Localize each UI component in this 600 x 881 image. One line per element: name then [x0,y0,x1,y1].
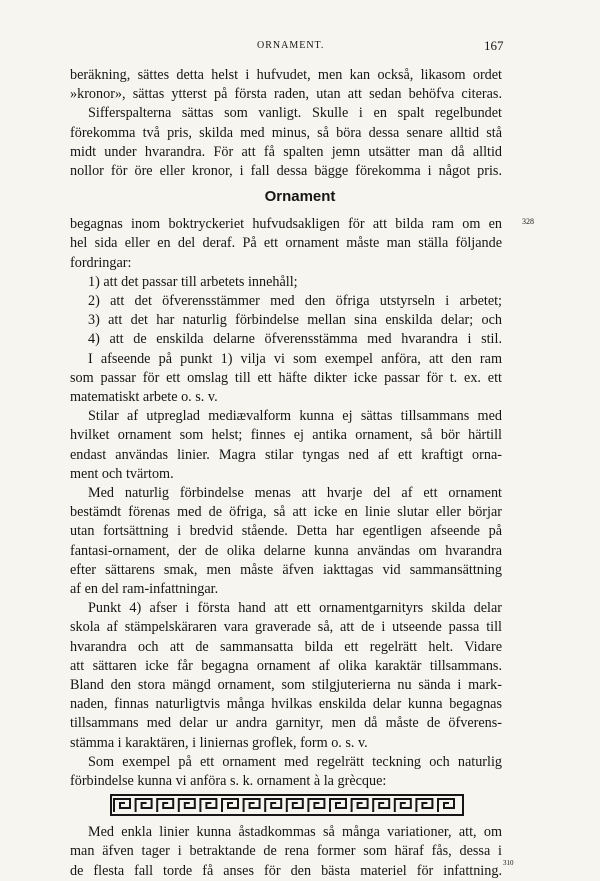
text-line: Stilar af utpreglad mediævalform kunna ej sättas tillsammans med [88,408,502,425]
text-line: utan fortsättning i bredvid stående. Detta har egentligen afseende på [70,523,502,540]
running-head-title: ORNAMENT. [257,40,325,51]
text-line: endast användas linier. Magra stilar tyngas ned af ett kraftigt orna- [70,446,502,463]
text-line: skola af stämpelskäraren vara graverade så, att de i utseende passa till [70,619,502,636]
text-line: fantasi-ornament, der de olika delarne kunna användas om hvarandra [70,542,502,559]
text-line: de flesta fall torde få anses för den bästa materiel för infattning. [70,862,502,879]
text-line: bestämdt förenas med de öfriga, så att icke en linie slutar eller börjar [70,504,502,521]
text-line: hvarandra och att de sammansatta bilda ett regelrätt helt. Vidare [70,638,502,655]
text-line: af en del ram-infattningar. [70,581,219,597]
text-line: I afseende på punkt 1) vilja vi som exempel anföra, att den ram [88,350,502,367]
list-item: 4) att de enskilda delarne öfverensstämma med hvarandra i stil. [88,331,502,348]
text-line: hvilket ornament som helst; finnes ej antika ornament, så bör härtill [70,427,502,444]
text-line: nollor för öre eller kronor, i fall dessa bägge förekomma i något pris. [70,163,502,179]
list-item: 1) att det passar till arbetets innehåll; [88,273,298,290]
text-line: stämma i karaktären, i liniernas groflek, form o. s. v. [70,734,368,751]
text-line: Sifferspalterna sättas som vanligt. Skulle i en spalt regelbundet [88,105,502,122]
running-head [0,38,600,54]
text-line: Bland den stora mängd ornament, som stilgjuterierna nu sända i mark- [70,677,502,693]
text-line: ment och tvärtom. [70,465,174,482]
text-line: Som exempel på ett ornament med regelrätt teckning och naturlig [88,753,502,770]
section-heading: Ornament [264,188,336,206]
text-line: matematiskt arbete o. s. v. [70,389,218,405]
text-line: hel sida eller en del deraf. På ett ornament måste man ställa följande [70,235,502,252]
list-item: 3) att det har naturlig förbindelse mellan sina enskilda delar; och [88,312,502,329]
text-line: att sättaren icke får begagna ornament af olika karaktär tillsammans. [70,657,502,674]
text-line: naden, finnas naturligtvis många hvilkas enskilda delar kunna begagnas [70,696,502,713]
text-line: Med naturlig förbindelse menas att hvarje del af ett ornament [88,485,502,501]
text-line: Med enkla linier kunna åstadkommas så många variationer, att, om [88,824,502,841]
text-line: efter sättarens smak, men måste äfven iakttagas vid sammansättning [70,561,502,578]
margin-note: 310 [503,858,514,867]
text-line: man äfven tager i betraktande de rena former som häraf fås, dessa i [70,843,502,860]
list-item: 2) att det öfverensstämmer med den öfriga utstyrseln i arbetet; [88,293,502,309]
text-line: förekomma två pris, skilda med minus, så böra dessa senare alltid stå [70,124,502,141]
text-line: som passar för ett omslag till ett häfte dikter icke passar för t. ex. ett [70,369,502,386]
text-line: fordringar: [70,254,132,271]
text-line: Punkt 4) afser i första hand att ett ornamentgarnityrs skilda delar [88,600,502,617]
margin-note: 328 [522,217,534,227]
text-line: förbindelse kunna vi anföra s. k. ornament à la grècque: [70,773,387,789]
text-line: tillsammans med delar ur andra garnityr, men då måste de öfverens- [70,715,502,732]
text-line: beräkning, sättes detta helst i hufvudet, men kan också, likasom ordet [70,67,502,83]
greek-key-ornament [110,794,464,816]
page-number: 167 [484,38,504,53]
text-line: begagnas inom boktryckeriet hufvudsakligen för att bilda ram om en [70,216,502,233]
text-line: midt under hvarandra. För att få spalten jemn utsätter man då alltid [70,143,502,160]
text-line: »kronor», sättas ytterst på första raden, utan att sedan behöfva citeras. [70,86,502,103]
